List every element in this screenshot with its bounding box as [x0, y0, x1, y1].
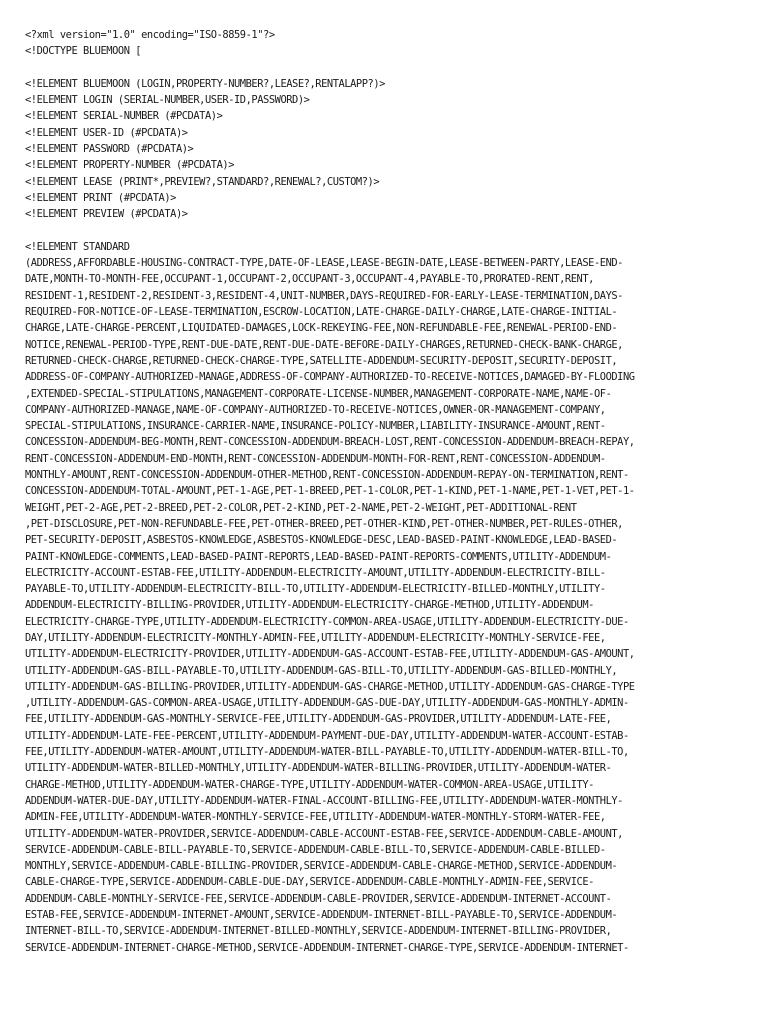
standard-line: PAYABLE-TO,UTILITY-ADDENDUM-ELECTRICITY-BILL-TO,UTILITY-ADDENDUM-ELECTRICITY-BILLED-MONTHLY,UTILITY- [25, 583, 606, 596]
doctype-declaration: <!DOCTYPE BLUEMOON [ [25, 45, 142, 58]
standard-line: MONTHLY-AMOUNT,RENT-CONCESSION-ADDENDUM-OTHER-METHOD,RENT-CONCESSION-ADDENDUM-REPAY-ON-TERMINATION,RENT- [25, 469, 629, 482]
standard-line: ADDENDUM-WATER-DUE-DAY,UTILITY-ADDENDUM-WATER-FINAL-ACCOUNT-BILLING-FEE,UTILITY-ADDENDUM-WATER-MONTHLY- [25, 794, 623, 807]
standard-line: SERVICE-ADDENDUM-INTERNET-CHARGE-METHOD,SERVICE-ADDENDUM-INTERNET-CHARGE-TYPE,SERVICE-ADDENDUM-INTERNET- [25, 941, 629, 954]
standard-line: CABLE-CHARGE-TYPE,SERVICE-ADDENDUM-CABLE-DUE-DAY,SERVICE-ADDENDUM-CABLE-MONTHLY-ADMIN-FEE,SERVICE- [25, 876, 594, 889]
blank-line [25, 223, 755, 239]
element-password: <!ELEMENT PASSWORD (#PCDATA)> [25, 143, 194, 156]
standard-line: FEE,UTILITY-ADDENDUM-GAS-MONTHLY-SERVICE-FEE,UTILITY-ADDENDUM-GAS-PROVIDER,UTILITY-ADDENDUM-LATE-FEE, [25, 713, 612, 726]
standard-line: COMPANY-AUTHORIZED-MANAGE,NAME-OF-COMPANY-AUTHORIZED-TO-RECEIVE-NOTICES,OWNER-OR-MANAGEMENT-COMPANY, [25, 403, 606, 416]
standard-line: CONCESSION-ADDENDUM-TOTAL-AMOUNT,PET-1-AGE,PET-1-BREED,PET-1-COLOR,PET-1-KIND,PET-1-NAME,PET-1-VET,PET-1- [25, 485, 635, 498]
standard-line: INTERNET-BILL-TO,SERVICE-ADDENDUM-INTERNET-BILLED-MONTHLY,SERVICE-ADDENDUM-INTERNET-BILLING-PROVIDER, [25, 925, 612, 938]
standard-line: <!ELEMENT STANDARD [25, 240, 130, 253]
standard-line: ELECTRICITY-CHARGE-TYPE,UTILITY-ADDENDUM-ELECTRICITY-COMMON-AREA-USAGE,UTILITY-ADDENDUM-ELECTRICITY-DUE- [25, 615, 629, 628]
standard-line: (ADDRESS,AFFORDABLE-HOUSING-CONTRACT-TYPE,DATE-OF-LEASE,LEASE-BEGIN-DATE,LEASE-BETWEEN-PARTY,LEASE-END- [25, 257, 623, 270]
xml-declaration: <?xml version="1.0" encoding="ISO-8859-1"?> [25, 29, 275, 41]
standard-element-block [25, 239, 755, 989]
standard-line: CHARGE,LATE-CHARGE-PERCENT,LIQUIDATED-DAMAGES,LOCK-REKEYING-FEE,NON-REFUNDABLE-FEE,RENEWAL-PERIOD-END- [25, 322, 618, 335]
dtd-document [25, 27, 755, 989]
standard-line: ESTAB-FEE,SERVICE-ADDENDUM-INTERNET-AMOUNT,SERVICE-ADDENDUM-INTERNET-BILL-PAYABLE-TO,SERVICE-ADDENDUM- [25, 909, 618, 922]
element-user-id: <!ELEMENT USER-ID (#PCDATA)> [25, 126, 188, 139]
standard-line: PET-SECURITY-DEPOSIT,ASBESTOS-KNOWLEDGE,ASBESTOS-KNOWLEDGE-DESC,LEAD-BASED-PAINT-KNOWLEDGE,LEAD-BASED- [25, 534, 618, 547]
standard-line: RESIDENT-1,RESIDENT-2,RESIDENT-3,RESIDENT-4,UNIT-NUMBER,DAYS-REQUIRED-FOR-EARLY-LEASE-TERMINATION,DAYS- [25, 289, 623, 302]
standard-line: WEIGHT,PET-2-AGE,PET-2-BREED,PET-2-COLOR,PET-2-KIND,PET-2-NAME,PET-2-WEIGHT,PET-ADDITIONAL-RENT [25, 501, 577, 514]
standard-line: UTILITY-ADDENDUM-WATER-PROVIDER,SERVICE-ADDENDUM-CABLE-ACCOUNT-ESTAB-FEE,SERVICE-ADDENDUM-CABLE-AMOUNT, [25, 827, 623, 840]
standard-line: REQUIRED-FOR-NOTICE-OF-LEASE-TERMINATION,ESCROW-LOCATION,LATE-CHARGE-DAILY-CHARGE,LATE-CHARGE-INITIAL- [25, 306, 618, 319]
standard-line: DAY,UTILITY-ADDENDUM-ELECTRICITY-MONTHLY-ADMIN-FEE,UTILITY-ADDENDUM-ELECTRICITY-MONTHLY-SERVICE-FEE, [25, 631, 606, 644]
standard-line: MONTHLY,SERVICE-ADDENDUM-CABLE-BILLING-PROVIDER,SERVICE-ADDENDUM-CABLE-CHARGE-METHOD,SERVICE-ADDENDUM- [25, 860, 618, 873]
standard-line: UTILITY-ADDENDUM-WATER-BILLED-MONTHLY,UTILITY-ADDENDUM-WATER-BILLING-PROVIDER,UTILITY-ADDENDUM-WATER- [25, 762, 612, 775]
standard-line: UTILITY-ADDENDUM-GAS-BILL-PAYABLE-TO,UTILITY-ADDENDUM-GAS-BILL-TO,UTILITY-ADDENDUM-GAS-BILLED-MONTHLY, [25, 664, 618, 677]
element-property-number: <!ELEMENT PROPERTY-NUMBER (#PCDATA)> [25, 159, 235, 172]
standard-line: ADDRESS-OF-COMPANY-AUTHORIZED-MANAGE,ADDRESS-OF-COMPANY-AUTHORIZED-TO-RECEIVE-NOTICES,DAMAGED-BY-FLOODING [25, 371, 635, 384]
element-bluemoon: <!ELEMENT BLUEMOON (LOGIN,PROPERTY-NUMBER?,LEASE?,RENTALAPP?)> [25, 77, 385, 90]
standard-line: NOTICE,RENEWAL-PERIOD-TYPE,RENT-DUE-DATE,RENT-DUE-DATE-BEFORE-DAILY-CHARGES,RETURNED-CHECK-BANK-CHARGE, [25, 338, 623, 351]
element-print: <!ELEMENT PRINT (#PCDATA)> [25, 191, 176, 204]
standard-line: ELECTRICITY-ACCOUNT-ESTAB-FEE,UTILITY-ADDENDUM-ELECTRICITY-AMOUNT,UTILITY-ADDENDUM-ELECTRICITY-BILL- [25, 566, 606, 579]
blank-line [25, 60, 755, 76]
element-preview: <!ELEMENT PREVIEW (#PCDATA)> [25, 208, 188, 221]
standard-line: CONCESSION-ADDENDUM-BEG-MONTH,RENT-CONCESSION-ADDENDUM-BREACH-LOST,RENT-CONCESSION-ADDENDUM-BREACH-REPAY, [25, 436, 635, 449]
standard-line: ,PET-DISCLOSURE,PET-NON-REFUNDABLE-FEE,PET-OTHER-BREED,PET-OTHER-KIND,PET-OTHER-NUMBER,PET-RULES-OTHER, [25, 517, 623, 530]
standard-line [25, 972, 755, 988]
standard-line: DATE,MONTH-TO-MONTH-FEE,OCCUPANT-1,OCCUPANT-2,OCCUPANT-3,OCCUPANT-4,PAYABLE-TO,PRORATED-RENT,RENT, [25, 273, 594, 286]
element-login: <!ELEMENT LOGIN (SERIAL-NUMBER,USER-ID,PASSWORD)> [25, 94, 310, 107]
standard-line: ,UTILITY-ADDENDUM-GAS-COMMON-AREA-USAGE,UTILITY-ADDENDUM-GAS-DUE-DAY,UTILITY-ADDENDUM-GAS-MONTHLY-ADMIN- [25, 697, 629, 710]
standard-line: FEE,UTILITY-ADDENDUM-WATER-AMOUNT,UTILITY-ADDENDUM-WATER-BILL-PAYABLE-TO,UTILITY-ADDENDUM-WATER-BILL-TO, [25, 746, 629, 759]
standard-line: ADMIN-FEE,UTILITY-ADDENDUM-WATER-MONTHLY-SERVICE-FEE,UTILITY-ADDENDUM-WATER-MONTHLY-STORM-WATER-FEE, [25, 811, 606, 824]
element-declarations-block [25, 76, 755, 223]
standard-line: UTILITY-ADDENDUM-ELECTRICITY-PROVIDER,UTILITY-ADDENDUM-GAS-ACCOUNT-ESTAB-FEE,UTILITY-ADDENDUM-GAS-AMOUNT, [25, 648, 635, 661]
element-serial-number: <!ELEMENT SERIAL-NUMBER (#PCDATA)> [25, 110, 223, 123]
standard-line: RETURNED-CHECK-CHARGE,RETURNED-CHECK-CHARGE-TYPE,SATELLITE-ADDENDUM-SECURITY-DEPOSIT,SECURITY-DEPOSIT, [25, 354, 618, 367]
header-block [25, 27, 755, 60]
standard-line: CHARGE-METHOD,UTILITY-ADDENDUM-WATER-CHARGE-TYPE,UTILITY-ADDENDUM-WATER-COMMON-AREA-USAGE,UTILITY- [25, 778, 594, 791]
standard-line: PAINT-KNOWLEDGE-COMMENTS,LEAD-BASED-PAINT-REPORTS,LEAD-BASED-PAINT-REPORTS-COMMENTS,UTILITY-ADDENDUM- [25, 550, 612, 563]
standard-line: ADDENDUM-ELECTRICITY-BILLING-PROVIDER,UTILITY-ADDENDUM-ELECTRICITY-CHARGE-METHOD,UTILITY-ADDENDUM- [25, 599, 594, 612]
standard-line: SERVICE-ADDENDUM-CABLE-BILL-PAYABLE-TO,SERVICE-ADDENDUM-CABLE-BILL-TO,SERVICE-ADDENDUM-CABLE-BILLED- [25, 843, 606, 856]
standard-line: RENT-CONCESSION-ADDENDUM-END-MONTH,RENT-CONCESSION-ADDENDUM-MONTH-FOR-RENT,RENT-CONCESSION-ADDENDUM- [25, 452, 606, 465]
standard-line [25, 956, 755, 972]
standard-line: ,EXTENDED-SPECIAL-STIPULATIONS,MANAGEMENT-CORPORATE-LICENSE-NUMBER,MANAGEMENT-CORPORATE-NAME,NAME-OF- [25, 387, 612, 400]
standard-line: UTILITY-ADDENDUM-LATE-FEE-PERCENT,UTILITY-ADDENDUM-PAYMENT-DUE-DAY,UTILITY-ADDENDUM-WATER-ACCOUNT-ESTAB- [25, 729, 629, 742]
standard-line: SPECIAL-STIPULATIONS,INSURANCE-CARRIER-NAME,INSURANCE-POLICY-NUMBER,LIABILITY-INSURANCE-AMOUNT,RENT- [25, 420, 606, 433]
element-lease: <!ELEMENT LEASE (PRINT*,PREVIEW?,STANDARD?,RENEWAL?,CUSTOM?)> [25, 175, 380, 188]
standard-line: ADDENDUM-CABLE-MONTHLY-SERVICE-FEE,SERVICE-ADDENDUM-CABLE-PROVIDER,SERVICE-ADDENDUM-INTERNET-ACCOUNT- [25, 892, 612, 905]
standard-line: UTILITY-ADDENDUM-GAS-BILLING-PROVIDER,UTILITY-ADDENDUM-GAS-CHARGE-METHOD,UTILITY-ADDENDUM-GAS-CHARGE-TYPE [25, 680, 635, 693]
